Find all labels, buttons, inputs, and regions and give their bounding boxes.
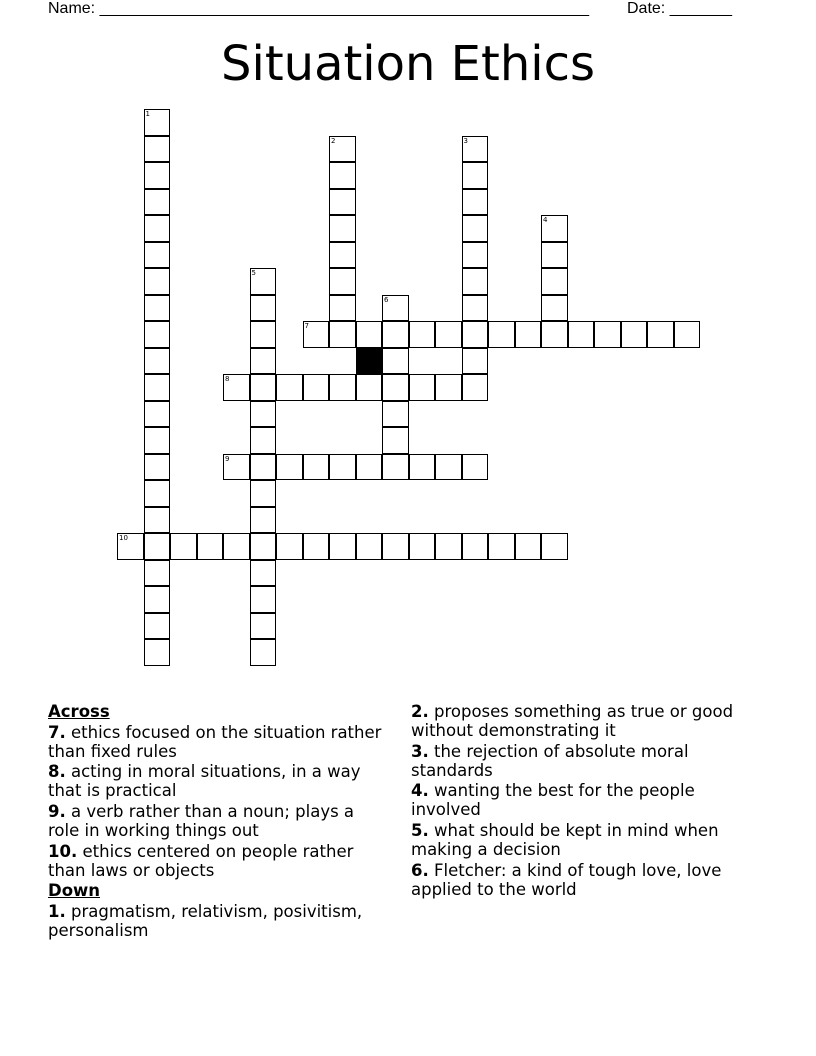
clue-text: proposes something as true or good without demonstrating it	[411, 702, 734, 740]
crossword-cell[interactable]	[250, 586, 277, 613]
clue-number: 1.	[48, 902, 66, 921]
crossword-cell[interactable]	[541, 242, 568, 269]
crossword-cell[interactable]	[144, 109, 171, 136]
cell-number: 3	[463, 136, 468, 145]
crossword-cell[interactable]	[435, 454, 462, 481]
crossword-cell[interactable]	[303, 321, 330, 348]
crossword-cell[interactable]	[223, 454, 250, 481]
cell-number: 2	[331, 136, 336, 145]
crossword-cell[interactable]	[541, 215, 568, 242]
cell-number: 10	[119, 534, 128, 542]
crossword-cell[interactable]	[409, 533, 436, 560]
crossword-cell[interactable]	[144, 613, 171, 640]
crossword-cell[interactable]	[250, 401, 277, 428]
crossword-cell[interactable]	[594, 321, 621, 348]
crossword-cell[interactable]	[250, 374, 277, 401]
down-heading: Down	[48, 881, 101, 900]
crossword-cell[interactable]	[647, 321, 674, 348]
crossword-cell[interactable]	[462, 215, 489, 242]
crossword-cell[interactable]	[541, 321, 568, 348]
crossword-cell[interactable]	[541, 295, 568, 322]
clue-across-9	[48, 802, 388, 840]
crossword-cell[interactable]	[329, 321, 356, 348]
crossword-cell[interactable]	[250, 480, 277, 507]
name-field[interactable]: Name: _______________________________________________________	[48, 0, 589, 17]
crossword-cell[interactable]	[382, 454, 409, 481]
crossword-cell[interactable]	[462, 189, 489, 216]
crossword-cell[interactable]	[356, 533, 383, 560]
crossword-cell[interactable]	[144, 560, 171, 587]
crossword-cell[interactable]	[144, 295, 171, 322]
clue-text: ethics centered on people rather than laws or objects	[48, 842, 354, 880]
clue-across-10	[48, 842, 388, 880]
clue-number: 9.	[48, 802, 66, 821]
clue-down-1	[48, 902, 388, 940]
clue-down-3	[411, 742, 756, 780]
crossword-cell[interactable]	[276, 533, 303, 560]
clue-number: 4.	[411, 781, 429, 800]
crossword-cell[interactable]	[144, 639, 171, 666]
clue-text: wanting the best for the people involved	[411, 781, 695, 819]
black-square	[356, 348, 383, 375]
clues-left-column	[48, 702, 388, 941]
crossword-cell[interactable]	[329, 136, 356, 163]
crossword-cell[interactable]	[462, 348, 489, 375]
crossword-cell[interactable]	[462, 136, 489, 163]
cell-number: 6	[384, 295, 389, 304]
crossword-cell[interactable]	[250, 533, 277, 560]
clue-down-4	[411, 781, 756, 819]
crossword-cell[interactable]	[329, 268, 356, 295]
crossword-cell[interactable]	[356, 454, 383, 481]
crossword-cell[interactable]	[329, 189, 356, 216]
crossword-cell[interactable]	[568, 321, 595, 348]
clue-down-6	[411, 861, 756, 899]
crossword-cell[interactable]	[144, 189, 171, 216]
clue-number: 3.	[411, 742, 429, 761]
crossword-cell[interactable]	[515, 321, 542, 348]
crossword-cell[interactable]	[250, 268, 277, 295]
crossword-cell[interactable]	[144, 401, 171, 428]
crossword-cell[interactable]	[462, 295, 489, 322]
clue-across-7	[48, 723, 388, 761]
crossword-cell[interactable]	[515, 533, 542, 560]
crossword-cell[interactable]	[250, 321, 277, 348]
clue-text: what should be kept in mind when making a decision	[411, 821, 719, 859]
crossword-cell[interactable]	[356, 321, 383, 348]
crossword-cell[interactable]	[329, 295, 356, 322]
crossword-cell[interactable]	[435, 321, 462, 348]
crossword-cell[interactable]	[462, 454, 489, 481]
crossword-cell[interactable]	[276, 454, 303, 481]
crossword-cell[interactable]	[382, 321, 409, 348]
crossword-cell[interactable]	[144, 480, 171, 507]
clue-across-8	[48, 762, 388, 800]
clue-number: 6.	[411, 861, 429, 880]
clue-number: 8.	[48, 762, 66, 781]
crossword-cell[interactable]	[329, 242, 356, 269]
clue-down-2	[411, 702, 756, 740]
clue-text: acting in moral situations, in a way that is practical	[48, 762, 361, 800]
crossword-cell[interactable]	[144, 427, 171, 454]
crossword-cell[interactable]	[170, 533, 197, 560]
crossword-cell[interactable]	[329, 162, 356, 189]
crossword-cell[interactable]	[462, 242, 489, 269]
crossword-cell[interactable]	[462, 321, 489, 348]
crossword-cell[interactable]	[144, 242, 171, 269]
crossword-cell[interactable]	[356, 374, 383, 401]
crossword-cell[interactable]	[144, 374, 171, 401]
crossword-cell[interactable]	[276, 374, 303, 401]
crossword-cell[interactable]	[541, 533, 568, 560]
crossword-cell[interactable]	[462, 374, 489, 401]
crossword-cell[interactable]	[144, 533, 171, 560]
crossword-cell[interactable]	[223, 533, 250, 560]
crossword-cell[interactable]	[250, 295, 277, 322]
crossword-cell[interactable]	[409, 321, 436, 348]
crossword-cell[interactable]	[382, 374, 409, 401]
clue-text: Fletcher: a kind of tough love, love applied to the world	[411, 861, 722, 899]
crossword-cell[interactable]	[435, 533, 462, 560]
cell-number: 1	[145, 110, 150, 118]
crossword-cell[interactable]	[621, 321, 648, 348]
crossword-cell[interactable]	[409, 454, 436, 481]
crossword-cell[interactable]	[382, 533, 409, 560]
crossword-cell[interactable]	[144, 586, 171, 613]
crossword-cell[interactable]	[382, 427, 409, 454]
crossword-cell[interactable]	[144, 454, 171, 481]
crossword-cell[interactable]	[144, 162, 171, 189]
crossword-cell[interactable]	[303, 374, 330, 401]
crossword-cell[interactable]	[382, 401, 409, 428]
cell-number: 9	[225, 454, 230, 463]
crossword-cell[interactable]	[541, 268, 568, 295]
across-heading: Across	[48, 702, 110, 721]
crossword-cell[interactable]	[329, 374, 356, 401]
crossword-cell[interactable]	[144, 348, 171, 375]
crossword-cell[interactable]	[462, 268, 489, 295]
crossword-cell[interactable]	[144, 136, 171, 163]
clue-text: pragmatism, relativism, posivitism, personalism	[48, 902, 363, 940]
crossword-cell[interactable]	[144, 215, 171, 242]
cell-number: 4	[543, 216, 548, 224]
crossword-cell[interactable]	[303, 533, 330, 560]
crossword-cell[interactable]	[250, 613, 277, 640]
crossword-cell[interactable]	[329, 215, 356, 242]
page-title: Situation Ethics	[221, 36, 595, 92]
crossword-cell[interactable]	[409, 374, 436, 401]
clue-number: 2.	[411, 702, 429, 721]
crossword-cell[interactable]	[462, 162, 489, 189]
crossword-cell[interactable]	[250, 427, 277, 454]
clue-text: the rejection of absolute moral standards	[411, 742, 689, 780]
crossword-cell[interactable]	[144, 321, 171, 348]
crossword-cell[interactable]	[144, 268, 171, 295]
crossword-cell[interactable]	[250, 507, 277, 534]
crossword-cell[interactable]	[382, 348, 409, 375]
clue-number: 10.	[48, 842, 78, 861]
clue-number: 7.	[48, 723, 66, 742]
crossword-cell[interactable]	[329, 533, 356, 560]
crossword-cell[interactable]	[250, 639, 277, 666]
crossword-cell[interactable]	[197, 533, 224, 560]
cell-number: 5	[251, 269, 256, 277]
crossword-cell[interactable]	[462, 533, 489, 560]
crossword-cell[interactable]	[303, 454, 330, 481]
crossword-cell[interactable]	[488, 533, 515, 560]
crossword-cell[interactable]	[223, 374, 250, 401]
clues-right-column	[411, 702, 756, 900]
clue-text: ethics focused on the situation rather than fixed rules	[48, 723, 382, 761]
crossword-cell[interactable]	[435, 374, 462, 401]
crossword-cell[interactable]	[674, 321, 701, 348]
crossword-cell[interactable]	[144, 507, 171, 534]
crossword-cell[interactable]	[329, 454, 356, 481]
cell-number: 7	[304, 322, 309, 330]
clue-down-5	[411, 821, 756, 859]
clue-number: 5.	[411, 821, 429, 840]
date-field[interactable]: Date: _______	[627, 0, 732, 17]
clue-text: a verb rather than a noun; plays a role in working things out	[48, 802, 355, 840]
crossword-cell[interactable]	[382, 295, 409, 322]
crossword-cell[interactable]	[250, 454, 277, 481]
crossword-cell[interactable]	[488, 321, 515, 348]
crossword-cell[interactable]	[250, 560, 277, 587]
crossword-cell[interactable]	[250, 348, 277, 375]
cell-number: 8	[225, 375, 230, 383]
crossword-cell[interactable]	[117, 533, 144, 560]
